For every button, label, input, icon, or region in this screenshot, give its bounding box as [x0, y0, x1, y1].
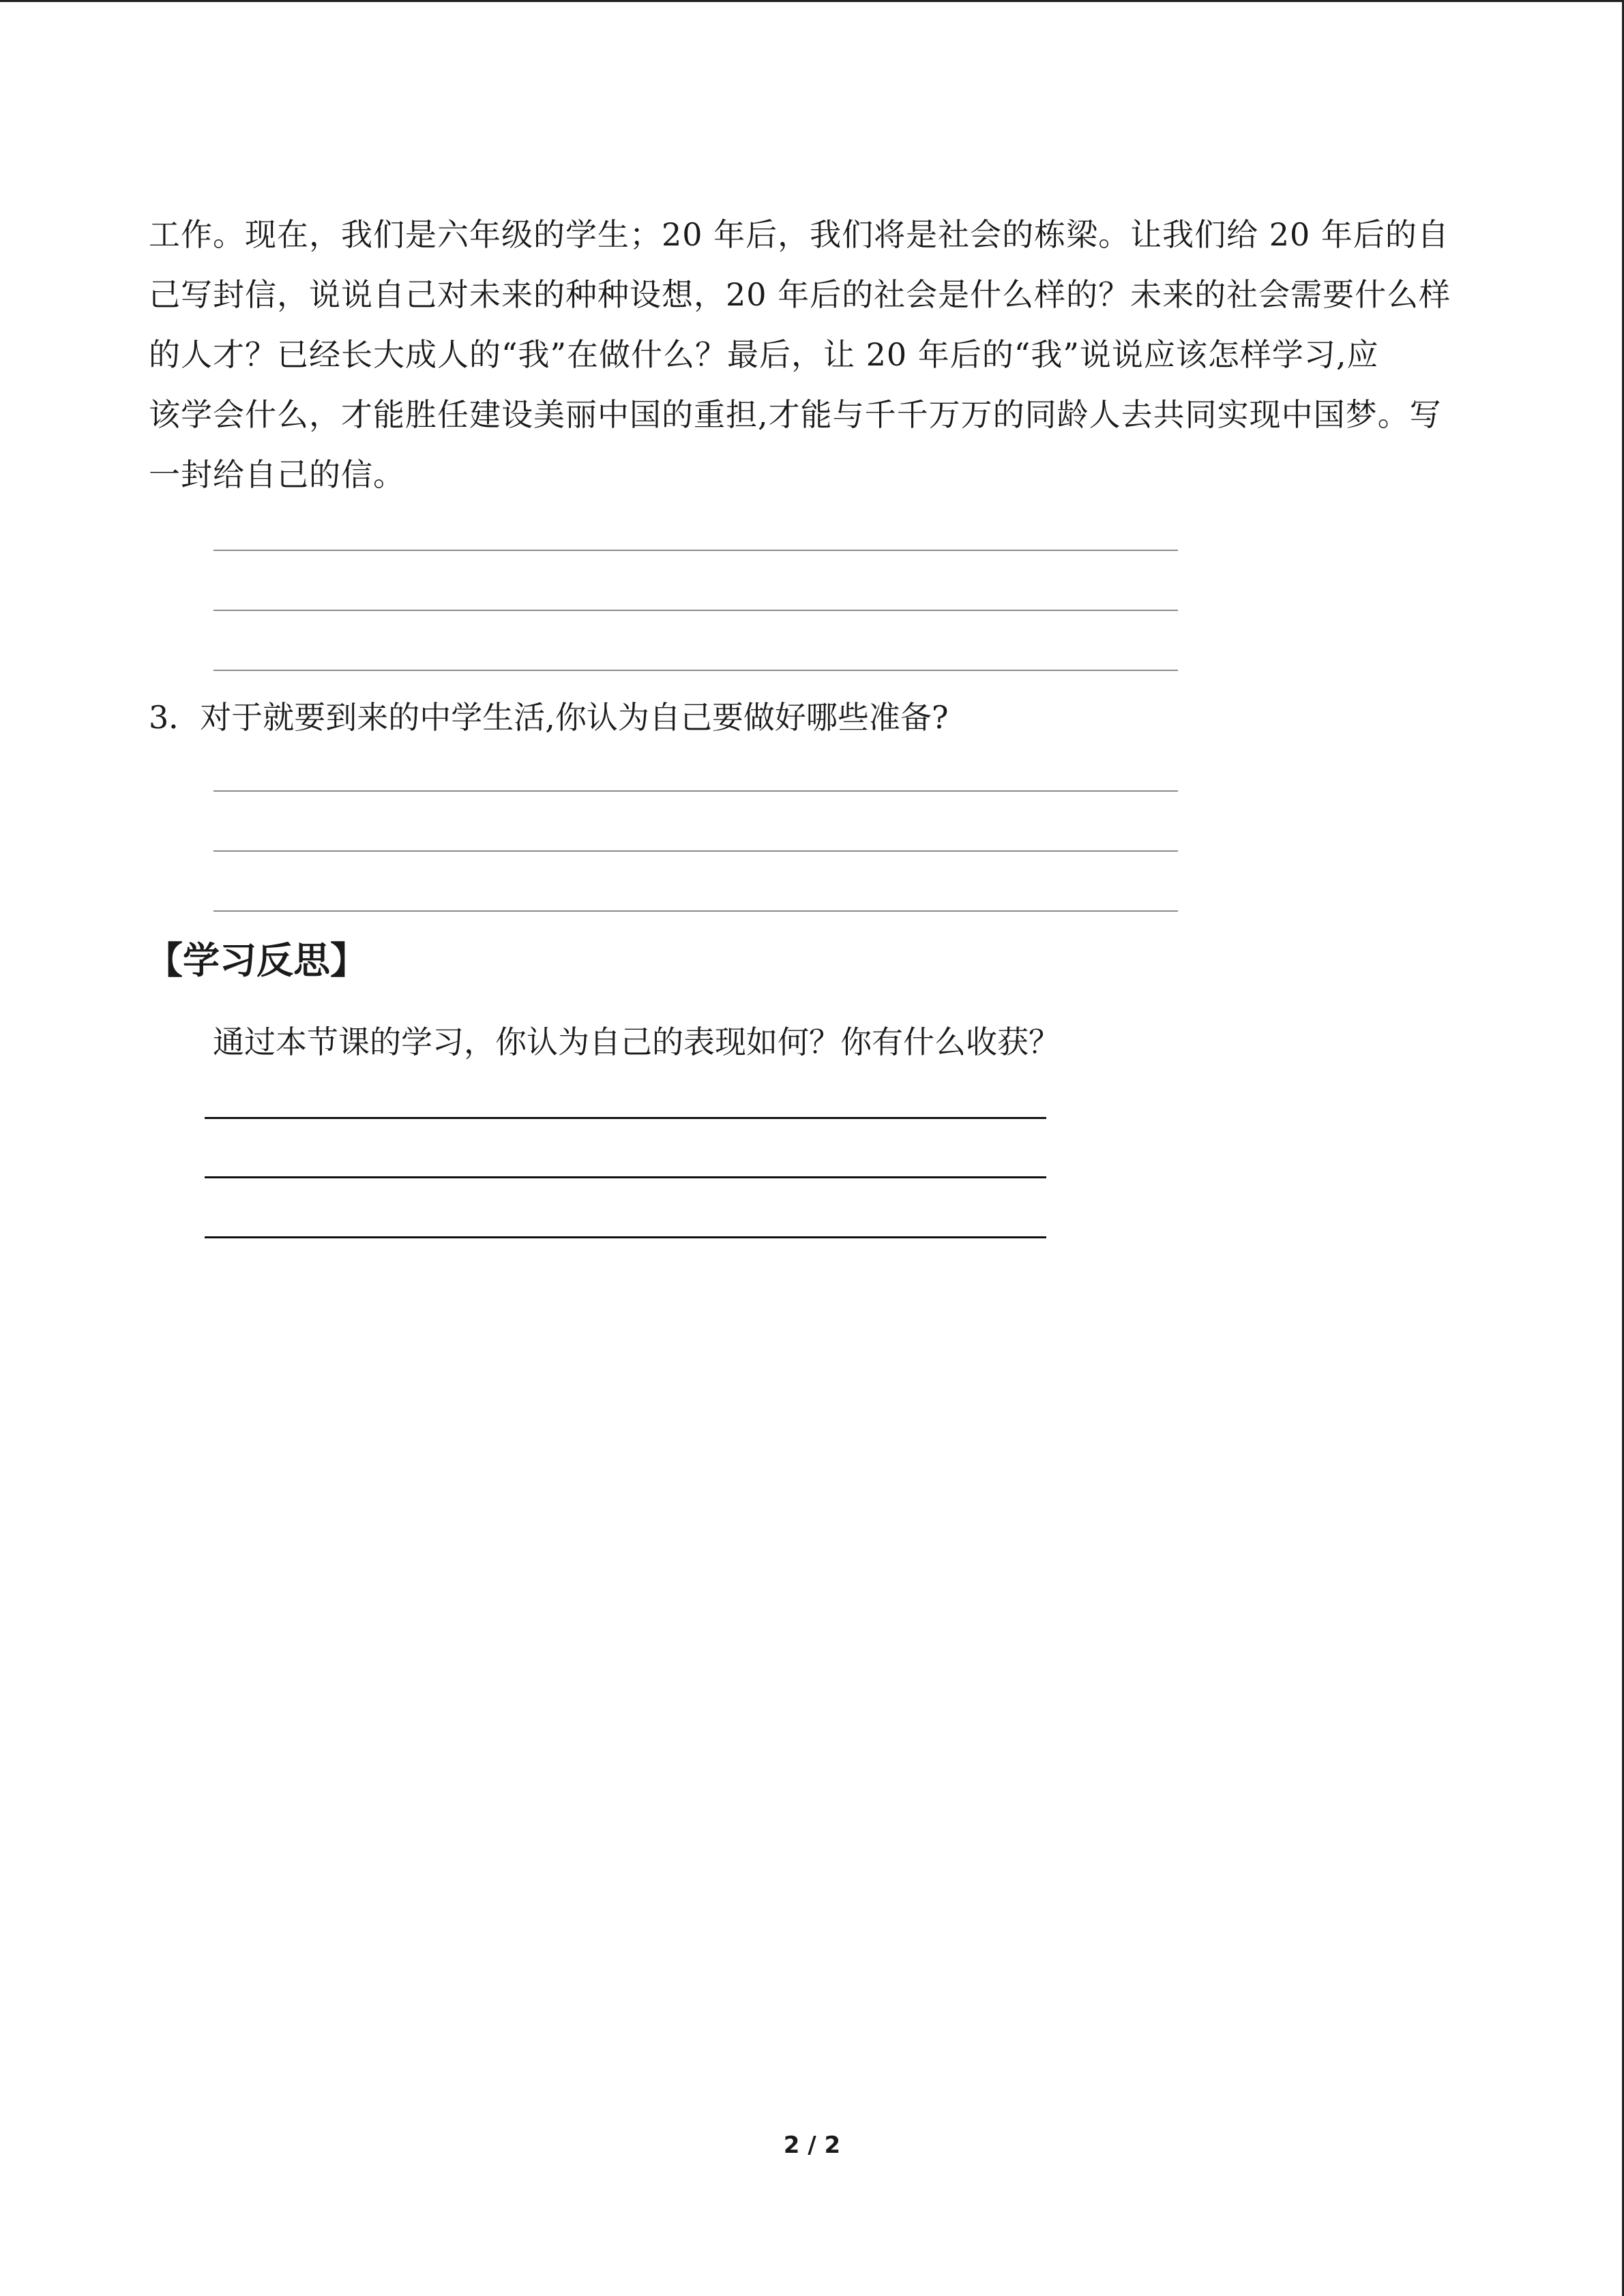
reflection-answer-line[interactable]	[205, 1117, 1046, 1119]
intro-paragraph-line: 己写封信，说说自己对未来的种种设想，20 年后的社会是什么样的？未来的社会需要什么样	[149, 276, 1451, 313]
answer-line[interactable]	[213, 550, 1178, 551]
intro-paragraph-line: 的人才？已经长大成人的“我”在做什么？最后，让 20 年后的“我”说说应该怎样学习,应	[149, 336, 1379, 373]
answer-line[interactable]	[213, 670, 1178, 671]
answer-line[interactable]	[213, 910, 1178, 912]
answer-line[interactable]	[213, 790, 1178, 792]
intro-paragraph-line: 一封给自己的信。	[149, 456, 405, 493]
answer-line[interactable]	[213, 610, 1178, 611]
reflection-heading: 【学习反思】	[146, 939, 367, 982]
intro-paragraph-line: 工作。现在，我们是六年级的学生；20 年后，我们将是社会的栋梁。让我们给 20 年后的自	[149, 216, 1449, 253]
reflection-prompt: 通过本节课的学习，你认为自己的表现如何？你有什么收获？	[213, 1024, 1060, 1060]
page-number: 2 / 2	[783, 2132, 841, 2159]
reflection-answer-line[interactable]	[205, 1236, 1046, 1238]
page-top-border	[0, 0, 1624, 2]
answer-line[interactable]	[213, 850, 1178, 852]
reflection-answer-line[interactable]	[205, 1176, 1046, 1178]
intro-paragraph-line: 该学会什么，才能胜任建设美丽中国的重担,才能与千千万万的同龄人去共同实现中国梦。写	[149, 396, 1442, 433]
question-3: 3．对于就要到来的中学生活,你认为自己要做好哪些准备?	[149, 699, 949, 736]
